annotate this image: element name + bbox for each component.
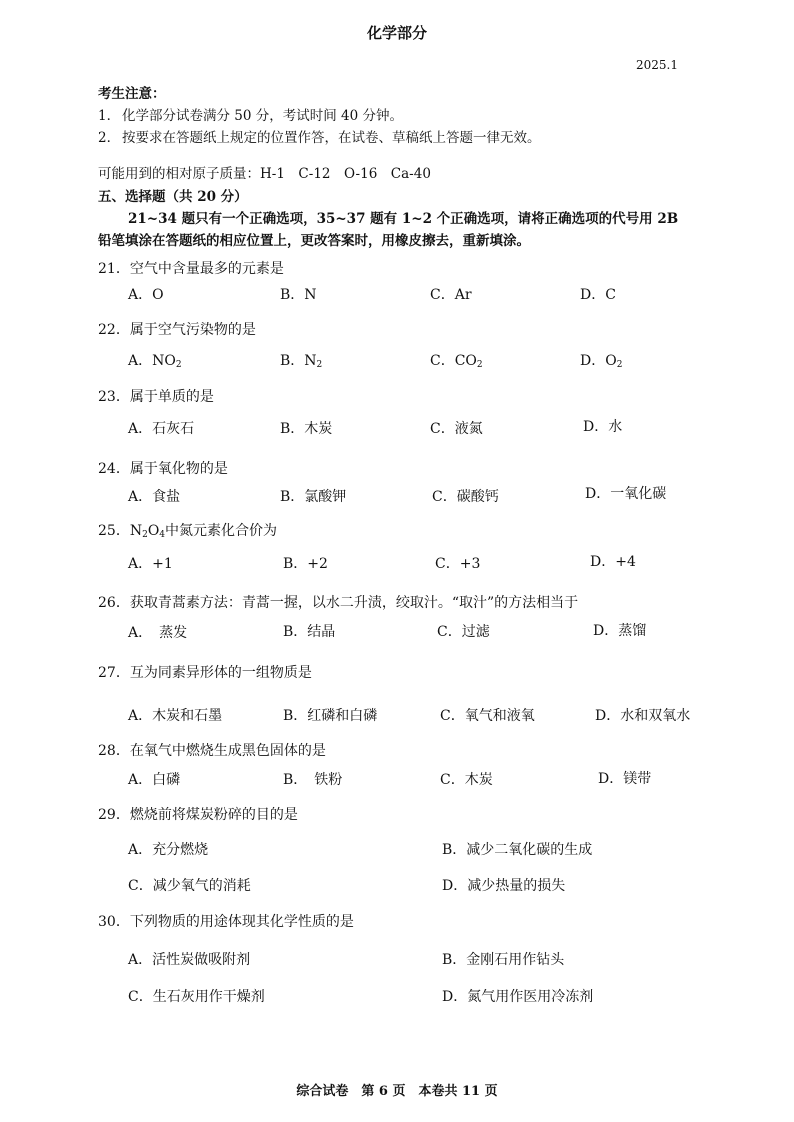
question-25 [98,520,277,540]
option-c: C．生石灰用作干燥剂 [128,989,265,1005]
section-title: 五、选择题（共 20 分） [98,189,248,205]
question-number: 30． [98,914,130,930]
exam-date: 2025.1 [636,58,678,72]
option-d: D．$O_2$ [580,353,623,370]
question-number: 27． [98,665,130,681]
notice-item-number: 1． [98,108,121,124]
option-a: A．+1 [128,556,173,572]
option-b: B．木炭 [280,421,333,437]
option-b: B．减少二氧化碳的生成 [442,842,593,858]
question-number: 23． [98,389,130,405]
option-d: D．减少热量的损失 [442,878,566,894]
question-27 [98,662,312,682]
question-text: 燃烧前将煤炭粉碎的目的是 [129,807,298,823]
option-c: C．液氮 [430,421,483,437]
notice-item [98,104,403,124]
question-28 [98,740,326,760]
page-footer: 综合试卷 第 6 页 本卷共 11 页 [296,1084,498,1099]
question-26 [98,592,578,612]
option-a: A．食盐 [128,489,181,505]
option-b: B．+2 [283,556,328,572]
option-c: C．木炭 [440,772,493,788]
question-24 [98,458,228,478]
section-instructions: 21~34 题只有一个正确选项，35~37 题有 1~2 个正确选项，请将正确选项的代号用 2B [128,211,679,227]
question-30 [98,911,354,931]
option-d: D．+4 [590,554,636,570]
option-d: D．一氧化碳 [585,486,667,502]
question-text: 在氧气中燃烧生成黑色固体的是 [129,743,326,759]
option-b: B．$N_2$ [280,353,323,370]
question-number: 28． [98,743,130,759]
option-c: C．+3 [435,556,481,572]
question-text: 中氮元素化合价为 [165,523,278,539]
question-number: 29． [98,807,130,823]
option-d: D．水和双氧水 [595,708,691,724]
option-c: C．减少氧气的消耗 [128,878,251,894]
atomic-masses: 可能用到的相对原子质量：H-1 C-12 O-16 Ca-40 [98,166,431,182]
notice-heading: 考生注意： [98,86,166,102]
notice-item-text: 按要求在答题纸上规定的位置作答，在试卷、草稿纸上答题一律无效。 [122,130,541,146]
question-text: 下列物质的用途体现其化学性质的是 [129,914,354,930]
option-a: A．活性炭做吸附剂 [128,952,251,968]
option-d: D．水 [583,419,623,435]
question-22 [98,319,256,339]
question-number: 26． [98,595,130,611]
question-text: 属于氧化物的是 [129,461,228,477]
option-b: B．红磷和白磷 [283,708,378,724]
question-23 [98,386,214,406]
option-b: B．氯酸钾 [280,489,347,505]
question-number: 21． [98,261,130,277]
option-a: A．$NO_2$ [128,353,182,370]
option-d: D．C [580,287,616,303]
option-c: C．$CO_2$ [430,353,483,370]
option-a: A．木炭和石墨 [128,708,223,724]
option-b: B． 铁粉 [283,772,343,788]
option-a: A．石灰石 [128,421,195,437]
option-b: B．N [280,287,317,303]
question-text: 属于单质的是 [129,389,214,405]
question-text: 属于空气污染物的是 [129,322,256,338]
option-c: C．氧气和液氧 [440,708,535,724]
option-a: A．充分燃烧 [128,842,209,858]
question-text: 获取青蒿素方法：青蒿一握，以水二升渍，绞取汁。“取汁”的方法相当于 [129,595,579,611]
section-instructions: 铅笔填涂在答题纸的相应位置上，更改答案时，用橡皮擦去，重新填涂。 [98,233,530,249]
option-d: D．镁带 [598,771,652,787]
option-c: C．过滤 [437,624,490,640]
question-text: 互为同素异形体的一组物质是 [129,665,312,681]
question-number: 22． [98,322,130,338]
option-b: B．结晶 [283,624,336,640]
question-number: 25． [98,523,130,539]
question-29 [98,804,298,824]
notice-item-text: 化学部分试卷满分 50 分，考试时间 40 分钟。 [122,108,404,124]
option-c: C．碳酸钙 [432,489,499,505]
option-a: A． 蒸发 [128,625,188,641]
option-b: B．金刚石用作钻头 [442,952,565,968]
formula: $N_2O_4$ [129,523,166,540]
option-c: C．Ar [430,287,472,303]
notice-item [98,126,541,146]
notice-item-number: 2． [98,130,121,146]
page-title: 化学部分 [366,24,427,42]
option-a: A．白磷 [128,772,181,788]
option-a: A．O [128,287,164,303]
question-text: 空气中含量最多的元素是 [129,261,284,277]
question-21 [98,258,284,278]
option-d: D．蒸馏 [593,623,647,639]
question-number: 24． [98,461,130,477]
option-d: D．氮气用作医用冷冻剂 [442,989,594,1005]
